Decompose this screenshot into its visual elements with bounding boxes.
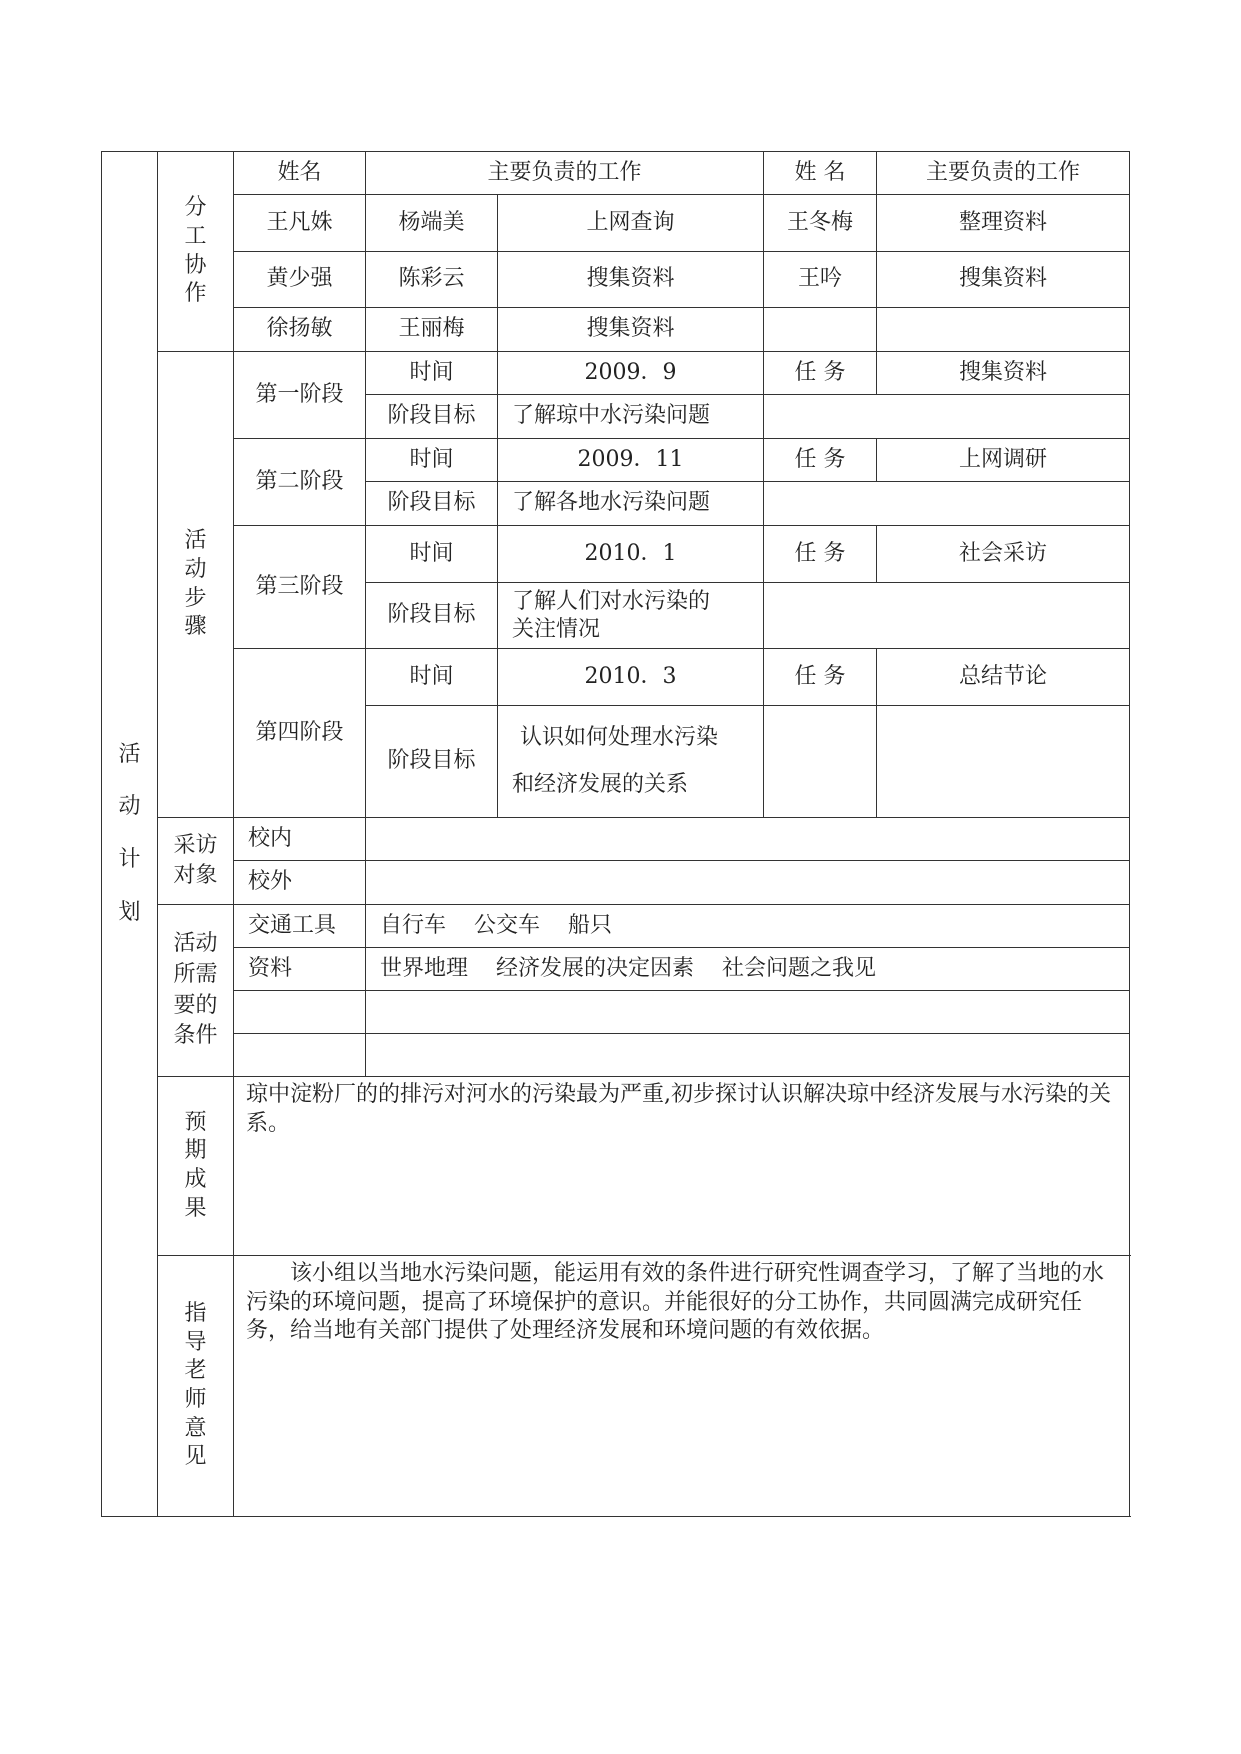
empty-cell (366, 991, 1130, 1034)
task-label: 任 务 (764, 352, 877, 395)
stage-goal: 了解琼中水污染问题 (498, 395, 764, 439)
task-label: 任 务 (764, 439, 877, 482)
time-label: 时间 (366, 352, 498, 395)
stage-goal: 了解各地水污染问题 (498, 482, 764, 526)
empty-cell (764, 482, 1130, 526)
transport-label: 交通工具 (234, 905, 366, 948)
member-work (877, 308, 1130, 352)
table-row (102, 195, 1130, 252)
member-name: 杨端美 (366, 195, 498, 252)
stage-task: 社会采访 (877, 526, 1130, 583)
header-name-2: 姓 名 (764, 152, 877, 195)
member-name: 黄少强 (234, 252, 366, 308)
member-work: 搜集资料 (877, 252, 1130, 308)
header-work-1: 主要负责的工作 (366, 152, 764, 195)
header-work-2: 主要负责的工作 (877, 152, 1130, 195)
stage-name: 第三阶段 (234, 526, 366, 649)
member-name: 徐扬敏 (234, 308, 366, 352)
time-label: 时间 (366, 439, 498, 482)
task-label: 任 务 (764, 649, 877, 706)
stage-time: 2009．11 (498, 439, 764, 482)
empty-cell (764, 583, 1130, 649)
transport-value: 自行车 公交车 船只 (366, 905, 1130, 948)
interview-outside-label: 校外 (234, 861, 366, 905)
table-row (102, 252, 1130, 308)
member-work: 上网查询 (498, 195, 764, 252)
member-name: 王吟 (764, 252, 877, 308)
stage-goal: 认识如何处理水污染 和经济发展的关系 (498, 706, 764, 818)
activity-plan-form (101, 151, 1130, 1517)
goal-label: 阶段目标 (366, 706, 498, 818)
empty-cell (234, 1034, 366, 1077)
stage-task: 上网调研 (877, 439, 1130, 482)
advisor-text: 该小组以当地水污染问题，能运用有效的条件进行研究性调查学习，了解了当地的水污染的环境问题，提高了环境保护的意识。并能很好的分工协作，共同圆满完成研究任务，给当地有关部门提供了处理经济发展和环境问题的有效依据。 (234, 1256, 1130, 1517)
expected-text: 琼中淀粉厂的的排污对河水的污染最为严重,初步探讨认识解决琼中经济发展与水污染的关系。 (234, 1077, 1130, 1256)
interview-inside-label: 校内 (234, 818, 366, 861)
member-work: 搜集资料 (498, 252, 764, 308)
task-label: 任 务 (764, 526, 877, 583)
empty-cell (764, 395, 1130, 439)
time-label: 时间 (366, 526, 498, 583)
interview-outside-value (366, 861, 1130, 905)
stage-time: 2010．1 (498, 526, 764, 583)
member-work: 整理资料 (877, 195, 1130, 252)
empty-cell (764, 706, 877, 818)
steps-label: 活 动 步 骤 (158, 352, 234, 818)
empty-cell (234, 991, 366, 1034)
member-name: 王冬梅 (764, 195, 877, 252)
stage-name: 第二阶段 (234, 439, 366, 526)
division-label: 分 工 协 作 (158, 152, 234, 352)
material-label: 资料 (234, 948, 366, 991)
time-label: 时间 (366, 649, 498, 706)
member-name: 王凡姝 (234, 195, 366, 252)
stage-goal: 了解人们对水污染的 关注情况 (498, 583, 764, 649)
stage-task: 总结节论 (877, 649, 1130, 706)
interview-inside-value (366, 818, 1130, 861)
stage-name: 第四阶段 (234, 649, 366, 818)
member-name: 陈彩云 (366, 252, 498, 308)
member-name: 王丽梅 (366, 308, 498, 352)
member-work: 搜集资料 (498, 308, 764, 352)
material-value: 世界地理 经济发展的决定因素 社会问题之我见 (366, 948, 1130, 991)
goal-label: 阶段目标 (366, 583, 498, 649)
interview-label: 采访 对象 (158, 818, 234, 905)
empty-cell (366, 1034, 1130, 1077)
table-row (102, 308, 1130, 352)
member-name (764, 308, 877, 352)
stage-time: 2009．9 (498, 352, 764, 395)
plan-section-label: 活 动 计 划 (102, 152, 158, 1517)
empty-cell (877, 706, 1130, 818)
conditions-label: 活动 所需 要的 条件 (158, 905, 234, 1077)
stage-name: 第一阶段 (234, 352, 366, 439)
stage-task: 搜集资料 (877, 352, 1130, 395)
header-name-1: 姓名 (234, 152, 366, 195)
goal-label: 阶段目标 (366, 482, 498, 526)
advisor-label: 指 导 老 师 意 见 (158, 1256, 234, 1517)
expected-label: 预 期 成 果 (158, 1077, 234, 1256)
goal-label: 阶段目标 (366, 395, 498, 439)
stage-time: 2010．3 (498, 649, 764, 706)
